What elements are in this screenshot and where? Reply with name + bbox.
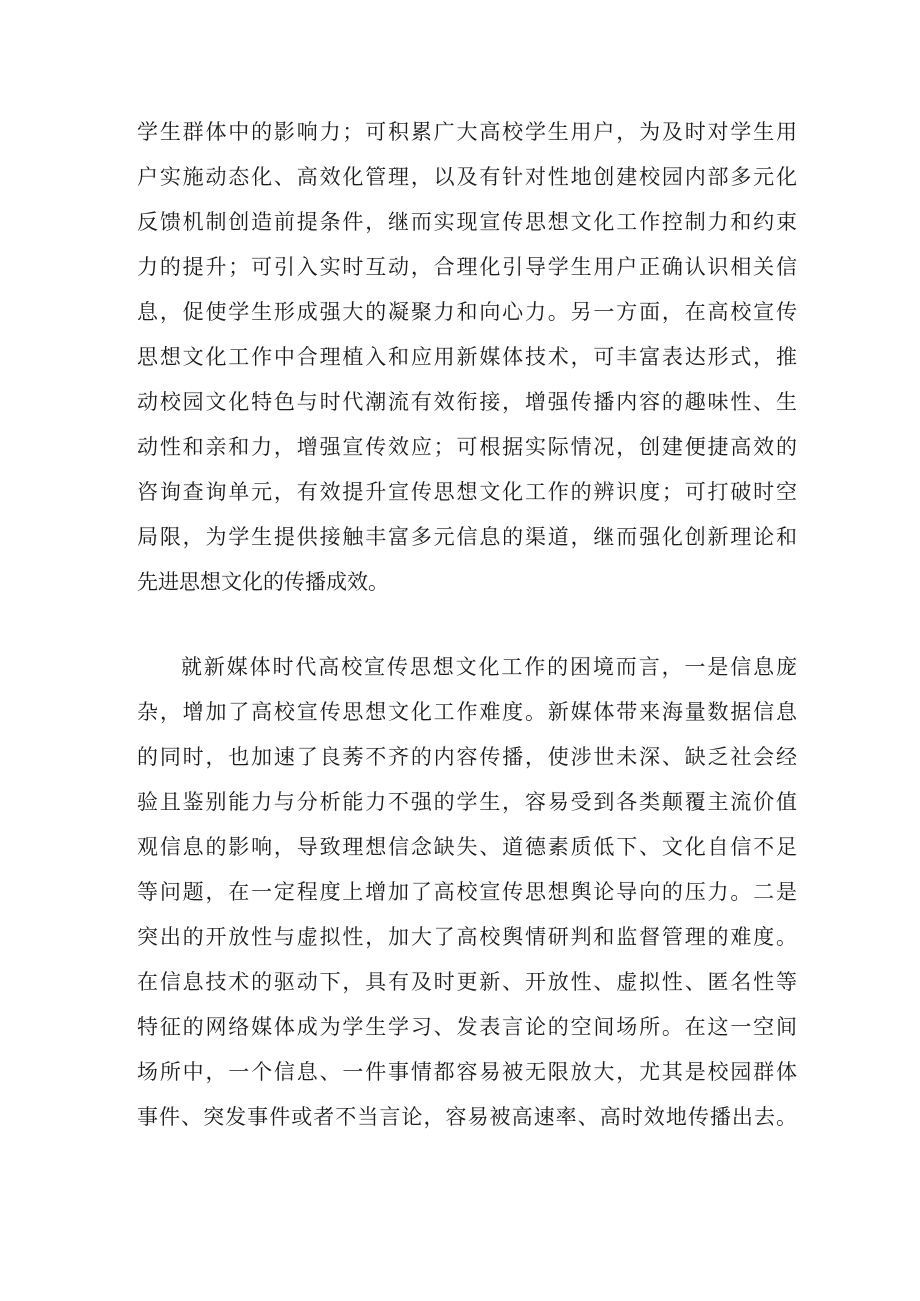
text-line: 突出的开放性与虚拟性，加大了高校舆情研判和监督管理的难度。 xyxy=(137,925,797,949)
text-line: 力的提升；可引入实时互动，合理化引导学生用户正确认识相关信 xyxy=(137,255,797,279)
text-line: 思想文化工作中合理植入和应用新媒体技术，可丰富表达形式，推 xyxy=(137,345,797,369)
text-line: 局限，为学生提供接触丰富多元信息的渠道，继而强化创新理论和 xyxy=(137,525,797,549)
text-line: 反馈机制创造前提条件，继而实现宣传思想文化工作控制力和约束 xyxy=(137,210,797,234)
text-line: 息，促使学生形成强大的凝聚力和向心力。另一方面，在高校宣传 xyxy=(137,300,797,324)
text-line: 动性和亲和力，增强宣传效应；可根据实际情况，创建便捷高效的 xyxy=(137,435,797,459)
text-line: 观信息的影响，导致理想信念缺失、道德素质低下、文化自信不足 xyxy=(137,835,797,859)
text-line: 的同时，也加速了良莠不齐的内容传播，使涉世未深、缺乏社会经 xyxy=(137,745,797,769)
text-line: 事件、突发事件或者不当言论，容易被高速率、高时效地传播出去。 xyxy=(137,1105,797,1129)
text-line: 就新媒体时代高校宣传思想文化工作的困境而言，一是信息庞 xyxy=(181,655,797,679)
text-line: 特征的网络媒体成为学生学习、发表言论的空间场所。在这一空间 xyxy=(137,1015,797,1039)
text-line: 验且鉴别能力与分析能力不强的学生，容易受到各类颠覆主流价值 xyxy=(137,790,797,814)
text-line: 等问题，在一定程度上增加了高校宣传思想舆论导向的压力。二是 xyxy=(137,880,797,904)
text-line: 学生群体中的影响力；可积累广大高校学生用户，为及时对学生用 xyxy=(137,120,797,144)
text-line: 在信息技术的驱动下，具有及时更新、开放性、虚拟性、匿名性等 xyxy=(137,970,797,994)
text-line: 咨询查询单元，有效提升宣传思想文化工作的辨识度；可打破时空 xyxy=(137,480,797,504)
text-line: 场所中，一个信息、一件事情都容易被无限放大，尤其是校园群体 xyxy=(137,1060,797,1084)
text-line: 动校园文化特色与时代潮流有效衔接，增强传播内容的趣味性、生 xyxy=(137,390,797,414)
text-line: 户实施动态化、高效化管理，以及有针对性地创建校园内部多元化 xyxy=(137,165,797,189)
text-line: 先进思想文化的传播成效。 xyxy=(137,570,389,594)
text-line: 杂，增加了高校宣传思想文化工作难度。新媒体带来海量数据信息 xyxy=(137,700,797,724)
